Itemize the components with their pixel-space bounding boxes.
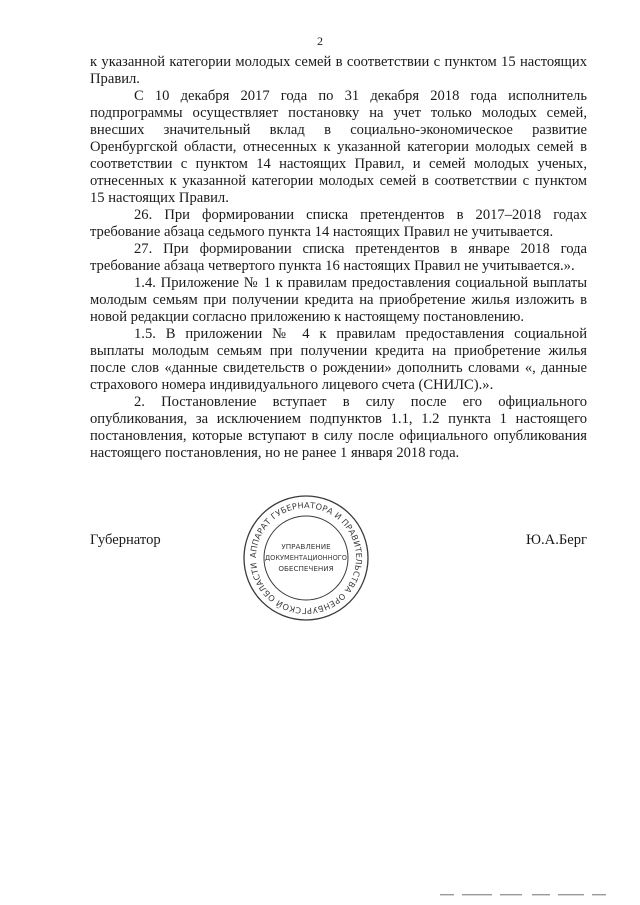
seal-center-line-1: УПРАВЛЕНИЕ <box>281 542 331 551</box>
paragraph-continuation: к указанной категории молодых семей в соответствии с пунктом 15 настоящих Правил. <box>90 54 587 87</box>
scan-artifact-marks <box>440 891 610 899</box>
paragraph-item-1-5: 1.5. В приложении № 4 к правилам предоставления социальной выплаты молодым семьям при получении кредита на приобретение жилья после слов «данные свидетельств о рождении» дополнить словами «, данные страхового номера индивидуального лицевого счета (СНИЛС).». <box>90 326 587 393</box>
signatory-name: Ю.А.Берг <box>526 532 587 548</box>
paragraph-item-2: 2. Постановление вступает в силу после его официального опубликования, за исключением подпунктов 1.1, 1.2 пункта 1 настоящего постановления, которые вступают в силу после официального опубликования настоящего постановления, но не ранее 1 января 2018 года. <box>90 394 587 461</box>
paragraph-registration-period: С 10 декабря 2017 года по 31 декабря 2018 года исполнитель подпрограммы осуществляет постановку на учет только молодых семей, внесших значительный вклад в социально-экономическое развитие Оренбургской области, отнесенных к указанной категории молодых семей в соответствии с пунктом 14 настоящих Правил, и семей молодых ученых, отнесенных к указанной категории молодых семей в соответствии с пунктом 15 настоящих Правил. <box>90 88 587 206</box>
seal-center-line-2: ДОКУМЕНТАЦИОННОГО <box>265 554 347 562</box>
paragraph-item-27: 27. При формировании списка претендентов в январе 2018 года требование абзаца четвертого пункта 16 настоящих Правил не учитывается.». <box>90 241 587 274</box>
signatory-title: Губернатор <box>90 532 161 548</box>
page-number: 2 <box>317 34 323 48</box>
seal-ring-text: АППАРАТ ГУБЕРНАТОРА И ПРАВИТЕЛЬСТВА ОРЕНБУРГСКОЙ ОБЛАСТИ <box>247 499 365 617</box>
document-body <box>90 54 587 462</box>
official-seal <box>241 493 371 623</box>
seal-center-line-3: ОБЕСПЕЧЕНИЯ <box>278 564 334 573</box>
paragraph-item-26: 26. При формировании списка претендентов в 2017–2018 годах требование абзаца седьмого пункта 14 настоящих Правил не учитывается. <box>90 207 587 240</box>
paragraph-item-1-4: 1.4. Приложение № 1 к правилам предоставления социальной выплаты молодым семьям при получении кредита на приобретение жилья изложить в новой редакции согласно приложению к настоящему постановлению. <box>90 275 587 325</box>
